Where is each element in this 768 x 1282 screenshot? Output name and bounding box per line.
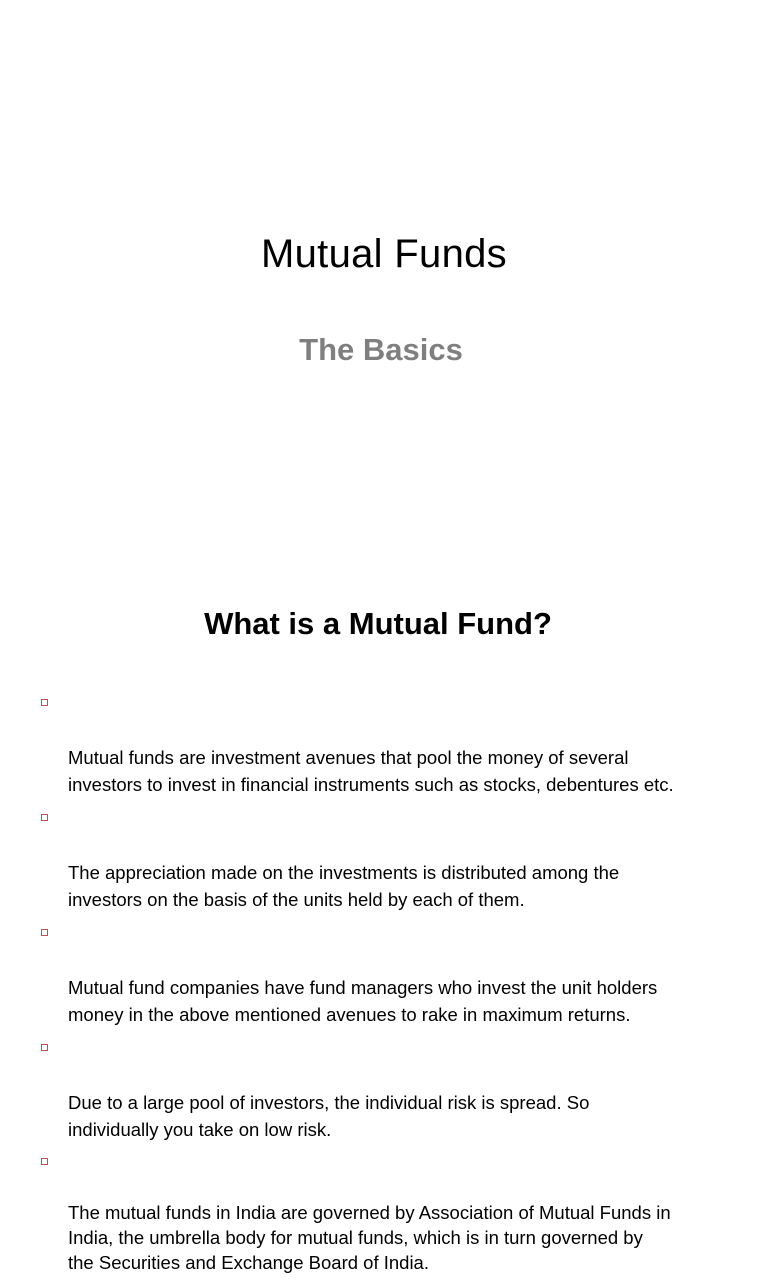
bullet-text: Due to a large pool of investors, the individual risk is spread. So individually you take on low risk. [68, 1092, 590, 1140]
hollow-square-bullet-icon [41, 929, 48, 936]
hollow-square-bullet-icon [41, 699, 48, 706]
hollow-square-bullet-icon [41, 1158, 48, 1165]
list-item [40, 1150, 740, 1275]
slide-heading: What is a Mutual Fund? [204, 606, 552, 641]
slide-subtitle: The Basics [299, 332, 463, 367]
hollow-square-bullet-icon [41, 1044, 48, 1051]
list-item [40, 690, 740, 798]
title-slide [0, 0, 768, 512]
bullet-text: The mutual funds in India are governed by Association of Mutual Funds in India, the umbrella body for mutual funds, which is in turn governed by the Securities and Exchange Board of India. [68, 1202, 671, 1273]
bullet-list [40, 690, 740, 1282]
slide-title: Mutual Funds [261, 232, 507, 276]
bullet-text: Mutual fund companies have fund managers who invest the unit holders money in the above mentioned avenues to rake in maximum returns. [68, 977, 658, 1025]
hollow-square-bullet-icon [41, 814, 48, 821]
bullet-text: The appreciation made on the investments is distributed among the investors on the basis of the units held by each of them. [68, 862, 620, 910]
list-item [40, 1035, 740, 1143]
bullet-text: Mutual funds are investment avenues that pool the money of several investors to invest in financial instruments such as stocks, debentures etc. [68, 747, 674, 795]
content-slide [0, 512, 768, 1273]
list-item [40, 805, 740, 913]
list-item [40, 920, 740, 1028]
